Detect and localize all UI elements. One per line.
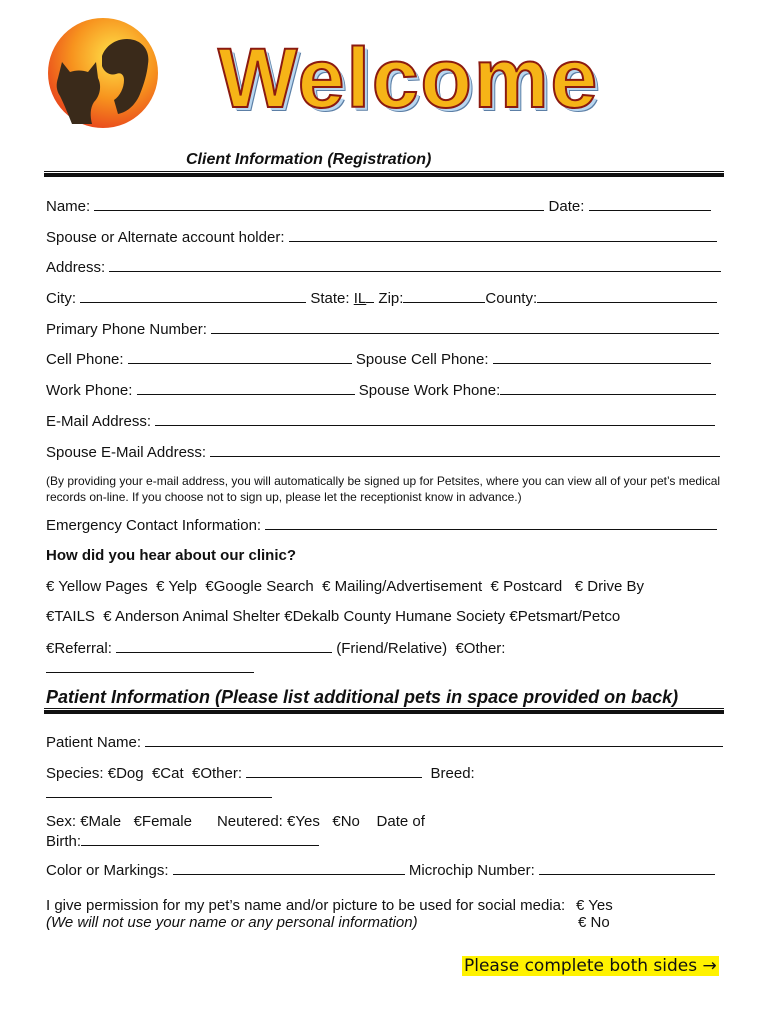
- opt-cat: Cat: [160, 765, 184, 782]
- checkbox-drive-by[interactable]: €: [574, 578, 584, 595]
- county-field[interactable]: [537, 289, 717, 303]
- right-arrow-icon: →: [702, 956, 717, 976]
- hear-options-row-2: [46, 608, 620, 625]
- opt-neutered-no: No: [340, 813, 360, 830]
- breed-row: [46, 784, 272, 802]
- breed-field[interactable]: [46, 784, 272, 798]
- city-field[interactable]: [80, 289, 306, 303]
- spouse-email-row: [46, 443, 720, 461]
- date-field[interactable]: [589, 197, 711, 211]
- spouse-label: Spouse or Alternate account holder:: [46, 229, 285, 246]
- cell-row: [46, 350, 711, 368]
- state-underline: [366, 289, 374, 303]
- opt-neutered-yes: Yes: [295, 813, 320, 830]
- email-label: E-Mail Address:: [46, 413, 152, 430]
- client-rule-thick: [44, 173, 724, 177]
- checkbox-other-source[interactable]: €: [455, 640, 464, 657]
- primary-phone-label: Primary Phone Number:: [46, 321, 207, 338]
- opt-dekalb: Dekalb County Humane Society: [292, 608, 506, 625]
- sex-label: Sex:: [46, 813, 77, 830]
- checkbox-neutered-yes[interactable]: €: [287, 813, 296, 830]
- patient-rule-thick: [44, 710, 724, 714]
- date-label: Date:: [548, 198, 585, 215]
- checkbox-dekalb[interactable]: €: [284, 608, 293, 625]
- color-label: Color or Markings:: [46, 862, 169, 879]
- spouse-row: [46, 228, 717, 246]
- dob-field[interactable]: [81, 832, 319, 846]
- checkbox-other-species[interactable]: €: [191, 765, 201, 782]
- name-label: Name:: [46, 198, 91, 215]
- spouse-email-field[interactable]: [210, 443, 720, 457]
- perm-no-row: [578, 914, 610, 931]
- address-label: Address:: [46, 259, 106, 276]
- opt-yellow-pages: Yellow Pages: [58, 578, 148, 595]
- checkbox-tails[interactable]: €: [46, 608, 55, 625]
- opt-dog: Dog: [116, 765, 144, 782]
- email-row: [46, 412, 715, 430]
- spouse-field[interactable]: [289, 228, 717, 242]
- checkbox-google[interactable]: €: [205, 578, 214, 595]
- microchip-field[interactable]: [539, 861, 715, 875]
- checkbox-referral[interactable]: €: [46, 640, 55, 657]
- work-label: Work Phone:: [46, 382, 133, 399]
- spouse-cell-label: Spouse Cell Phone:: [355, 351, 489, 368]
- patient-name-label: Patient Name:: [46, 734, 142, 751]
- complete-both-sides-note: [462, 956, 719, 976]
- neutered-label: Neutered:: [216, 813, 283, 830]
- email-note: (By providing your e-mail address, you will automatically be signed up for Petsites, where you can view all of your pet’s medical records on-line. If you choose not to sign up, please let the receptionist know in advance.): [46, 474, 721, 504]
- checkbox-postcard[interactable]: €: [490, 578, 499, 595]
- patient-section-title: Patient Information (Please list additional pets in space provided on back): [46, 687, 679, 707]
- species-label: Species:: [46, 765, 104, 782]
- opt-perm-yes: Yes: [588, 897, 613, 914]
- species-row: [46, 764, 475, 782]
- opt-petsmart: Petsmart/Petco: [517, 608, 621, 625]
- perm-yes-row: [576, 897, 613, 914]
- complete-note-label: Please complete both sides: [464, 956, 698, 976]
- breed-label: Breed:: [430, 765, 475, 782]
- city-row: [46, 289, 717, 307]
- checkbox-yellow-pages[interactable]: €: [46, 578, 55, 595]
- cell-label: Cell Phone:: [46, 351, 124, 368]
- referral-field[interactable]: [116, 639, 332, 653]
- county-label: County:: [485, 290, 538, 307]
- color-row: [46, 861, 715, 879]
- client-section-title: Client Information (Registration): [186, 151, 432, 168]
- client-rule-thin: [44, 171, 724, 172]
- checkbox-female[interactable]: €: [133, 813, 142, 830]
- emergency-label: Emergency Contact Information:: [46, 517, 262, 534]
- hear-options-row-1: [46, 578, 644, 595]
- opt-female: Female: [141, 813, 192, 830]
- checkbox-mailing[interactable]: €: [322, 578, 331, 595]
- opt-other-source: Other:: [463, 640, 506, 657]
- work-row: [46, 381, 716, 399]
- cat-dog-logo-icon: [44, 16, 162, 136]
- name-field[interactable]: [94, 197, 544, 211]
- address-field[interactable]: [109, 258, 721, 272]
- other-source-row: [46, 659, 254, 677]
- complete-both-sides-text: [462, 956, 719, 976]
- checkbox-perm-yes[interactable]: €: [576, 897, 585, 914]
- sex-row: [46, 813, 425, 830]
- opt-perm-no: No: [590, 914, 610, 931]
- zip-field[interactable]: [403, 289, 485, 303]
- email-field[interactable]: [155, 412, 715, 426]
- welcome-title: Welcome: [218, 31, 600, 125]
- zip-label: Zip:: [378, 290, 404, 307]
- emergency-field[interactable]: [265, 516, 717, 530]
- dob-row: [46, 832, 319, 850]
- address-row: [46, 258, 721, 276]
- spouse-cell-field[interactable]: [493, 350, 711, 364]
- other-species-field[interactable]: [246, 764, 422, 778]
- hear-question: How did you hear about our clinic?: [46, 547, 297, 564]
- spouse-work-field[interactable]: [500, 381, 716, 395]
- checkbox-cat[interactable]: €: [151, 765, 161, 782]
- hear-options-row-3: [46, 639, 505, 657]
- checkbox-petsmart[interactable]: €: [509, 608, 518, 625]
- city-label: City:: [46, 290, 76, 307]
- opt-yelp: Yelp: [168, 578, 198, 595]
- opt-anderson: Anderson Animal Shelter: [114, 608, 281, 625]
- dob-label-1: Date of: [376, 813, 425, 830]
- opt-google: Google Search: [213, 578, 314, 595]
- primary-phone-row: [46, 320, 719, 338]
- permission-text: I give permission for my pet’s name and/or picture to be used for social media:: [46, 897, 566, 914]
- opt-other-species: Other:: [200, 765, 242, 782]
- checkbox-dog[interactable]: €: [107, 765, 117, 782]
- microchip-label: Microchip Number:: [408, 862, 535, 879]
- emergency-row: [46, 516, 717, 534]
- opt-mailing: Mailing/Advertisement: [334, 578, 483, 595]
- opt-postcard: Postcard: [503, 578, 563, 595]
- opt-drive-by: Drive By: [587, 578, 644, 595]
- work-field[interactable]: [137, 381, 355, 395]
- other-source-field[interactable]: [46, 659, 254, 673]
- patient-name-row: [46, 733, 723, 751]
- checkbox-perm-no[interactable]: €: [578, 914, 587, 931]
- referral-note: (Friend/Relative): [336, 640, 448, 657]
- checkbox-neutered-no[interactable]: €: [332, 813, 341, 830]
- opt-tails: TAILS: [54, 608, 95, 625]
- cell-field[interactable]: [128, 350, 352, 364]
- spouse-email-label: Spouse E-Mail Address:: [46, 444, 207, 461]
- checkbox-male[interactable]: €: [80, 813, 89, 830]
- permission-note: (We will not use your name or any personal information): [46, 914, 418, 931]
- state-value[interactable]: IL: [353, 290, 367, 307]
- opt-referral: Referral:: [54, 640, 112, 657]
- name-row: [46, 197, 711, 215]
- dob-label-2: Birth:: [46, 833, 82, 850]
- patient-rule-thin: [44, 708, 724, 709]
- patient-name-field[interactable]: [145, 733, 723, 747]
- checkbox-anderson[interactable]: €: [103, 608, 112, 625]
- opt-male: Male: [88, 813, 122, 830]
- color-field[interactable]: [173, 861, 405, 875]
- checkbox-yelp[interactable]: €: [156, 578, 165, 595]
- primary-phone-field[interactable]: [211, 320, 719, 334]
- spouse-work-label: Spouse Work Phone:: [358, 382, 501, 399]
- state-label: State:: [310, 290, 350, 307]
